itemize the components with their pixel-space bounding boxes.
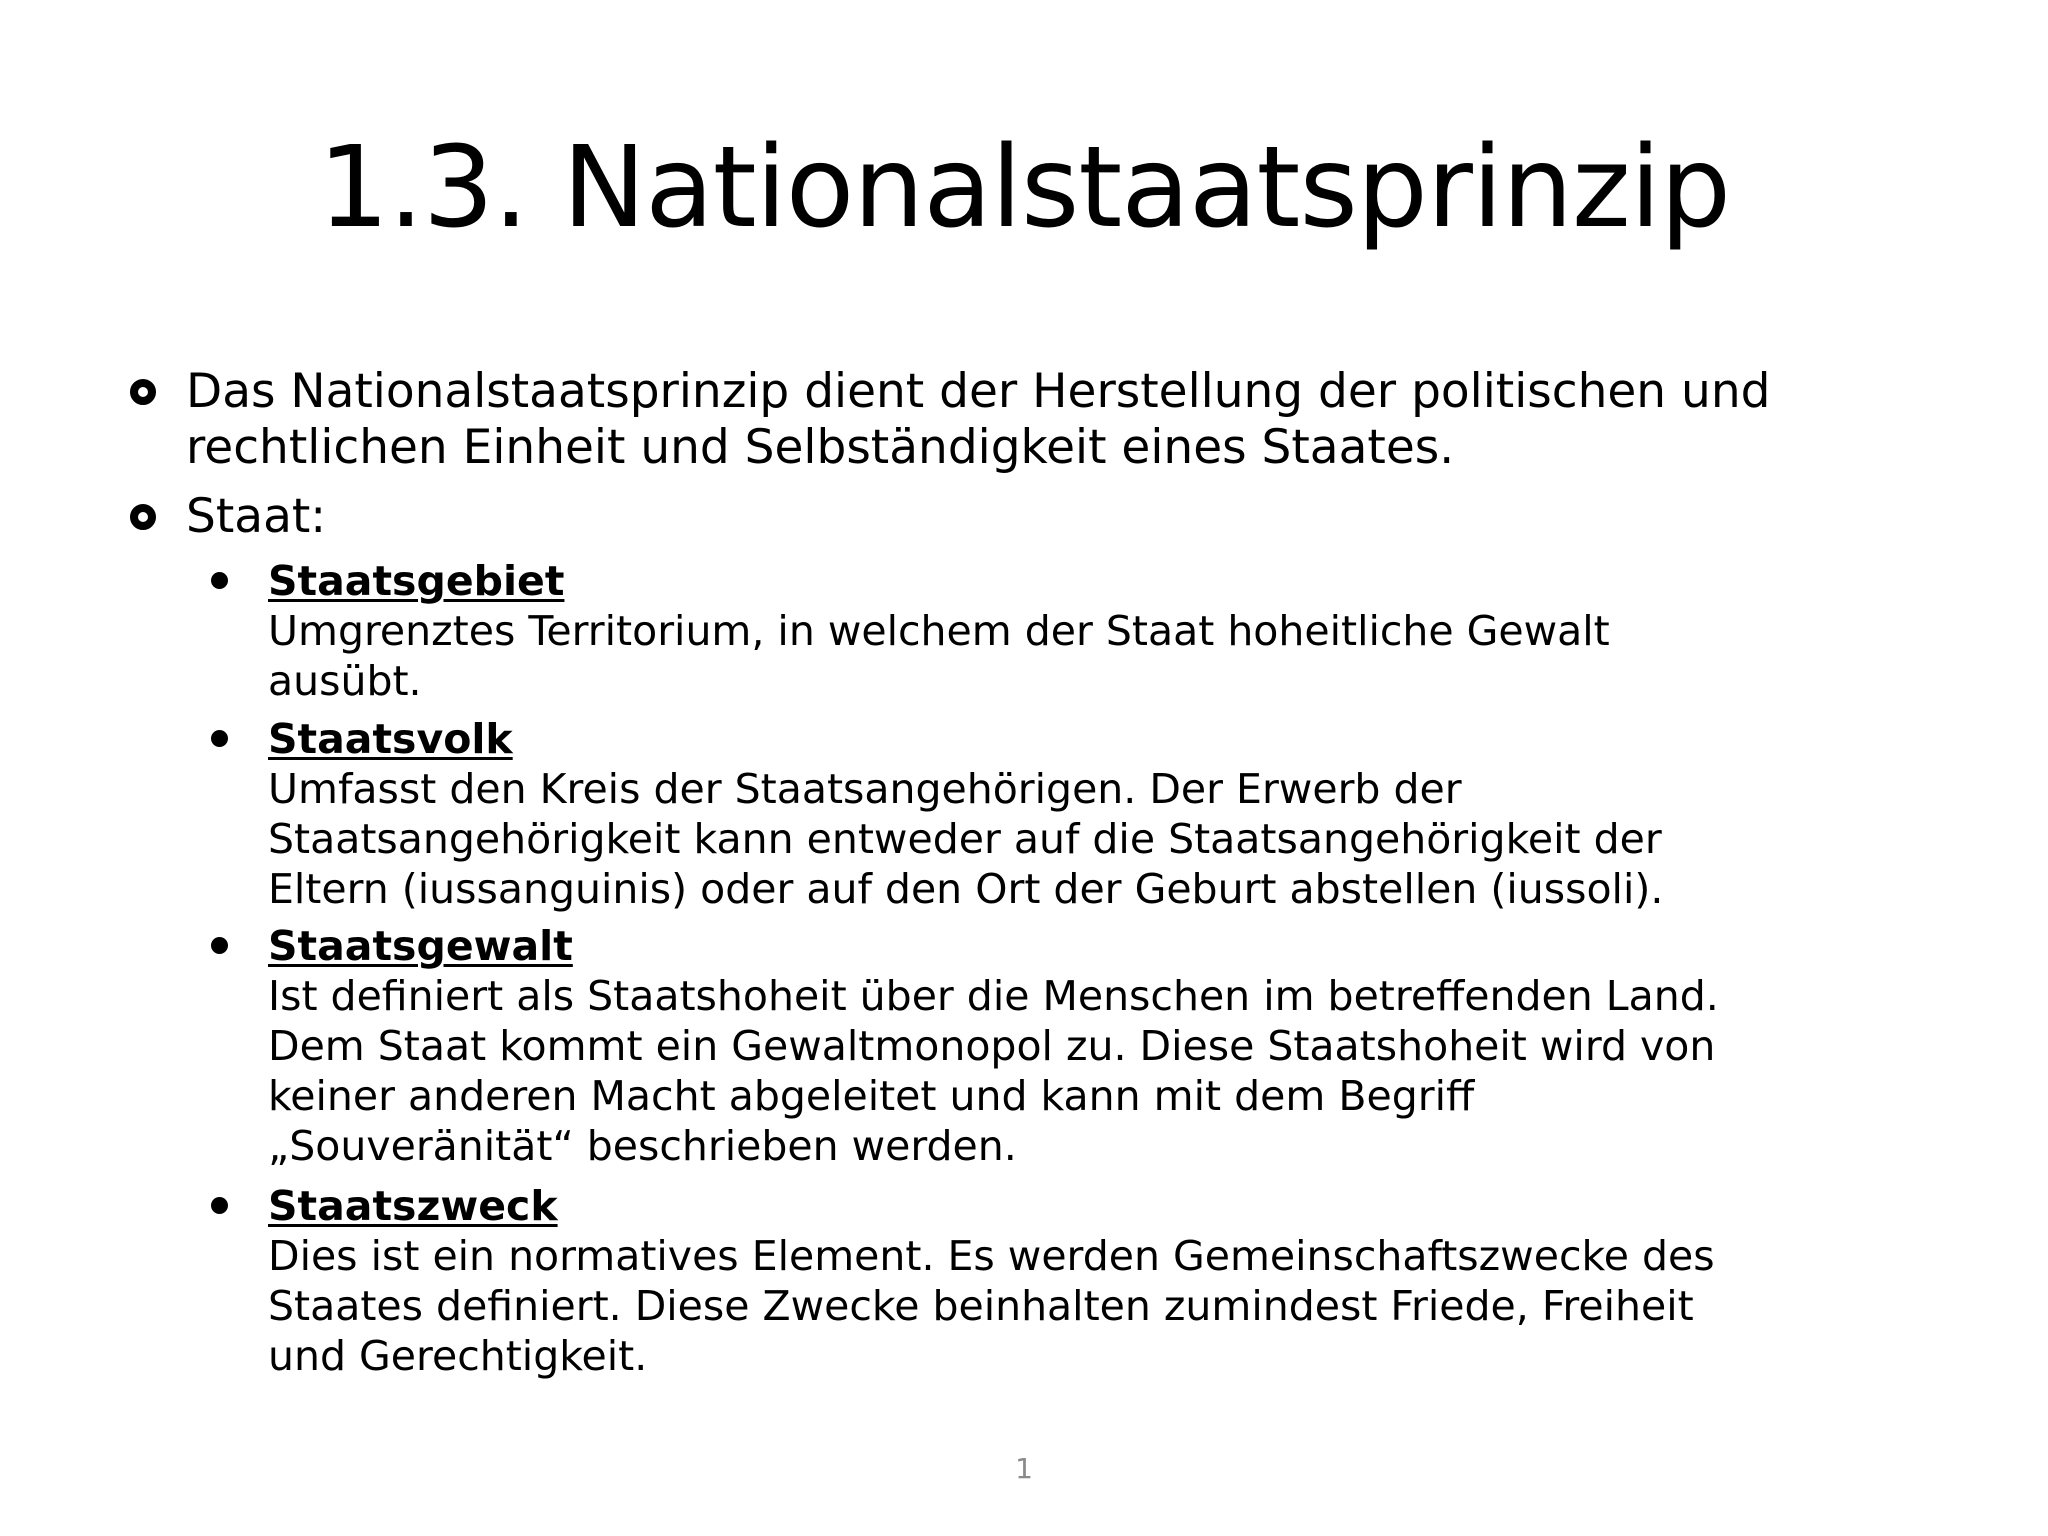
filled-dot-bullet-icon xyxy=(211,730,228,747)
sub-item-staatsgewalt xyxy=(268,921,1828,1171)
definition-staatszweck: Dies ist ein normatives Element. Es werden Gemeinschaftszwecke des Staates definiert. Diese Zwecke beinhalten zumindest Friede, Freiheit und Gerechtigkeit. xyxy=(268,1232,1715,1380)
bullet-line-2: rechtlichen Einheit und Selbständigkeit eines Staates. xyxy=(186,420,1455,475)
sub-item-staatszweck xyxy=(268,1181,1828,1381)
bullet-line-1: Das Nationalstaatsprinzip dient der Herstellung der politischen und xyxy=(186,364,1771,419)
definition-staatsgewalt: Ist definiert als Staatshoheit über die Menschen im betreffenden Land. Dem Staat kommt ein Gewaltmonopol zu. Diese Staatshoheit wird von keiner anderen Macht abgeleitet und kann mit dem Begriff „Souveränität“ beschrieben werden. xyxy=(268,972,1719,1170)
filled-dot-bullet-icon xyxy=(211,1197,228,1214)
term-staatszweck: Staatszweck xyxy=(268,1182,558,1230)
page-number: 1 xyxy=(1015,1452,1033,1485)
hollow-circle-bullet-icon xyxy=(130,379,156,405)
term-staatsvolk: Staatsvolk xyxy=(268,715,513,763)
hollow-circle-bullet-icon xyxy=(130,504,156,530)
term-staatsgebiet: Staatsgebiet xyxy=(268,557,565,605)
definition-staatsvolk: Umfasst den Kreis der Staatsangehörigen. Der Erwerb der Staatsangehörigkeit kann entweder auf die Staatsangehörigkeit der Eltern (iussanguinis) oder auf den Ort der Geburt abstellen (iussoli). xyxy=(268,765,1664,913)
bullet-nationalstaatsprinzip xyxy=(186,364,1770,476)
slide-title: 1.3. Nationalstaatsprinzip xyxy=(317,123,1731,253)
filled-dot-bullet-icon xyxy=(211,572,228,589)
bullet-staat: Staat: xyxy=(186,489,327,544)
definition-staatsgebiet: Umgrenztes Territorium, in welchem der Staat hoheitliche Gewalt ausübt. xyxy=(268,607,1610,705)
sub-item-staatsvolk xyxy=(268,714,1828,914)
term-staatsgewalt: Staatsgewalt xyxy=(268,922,573,970)
filled-dot-bullet-icon xyxy=(211,937,228,954)
sub-item-staatsgebiet xyxy=(268,556,1828,706)
